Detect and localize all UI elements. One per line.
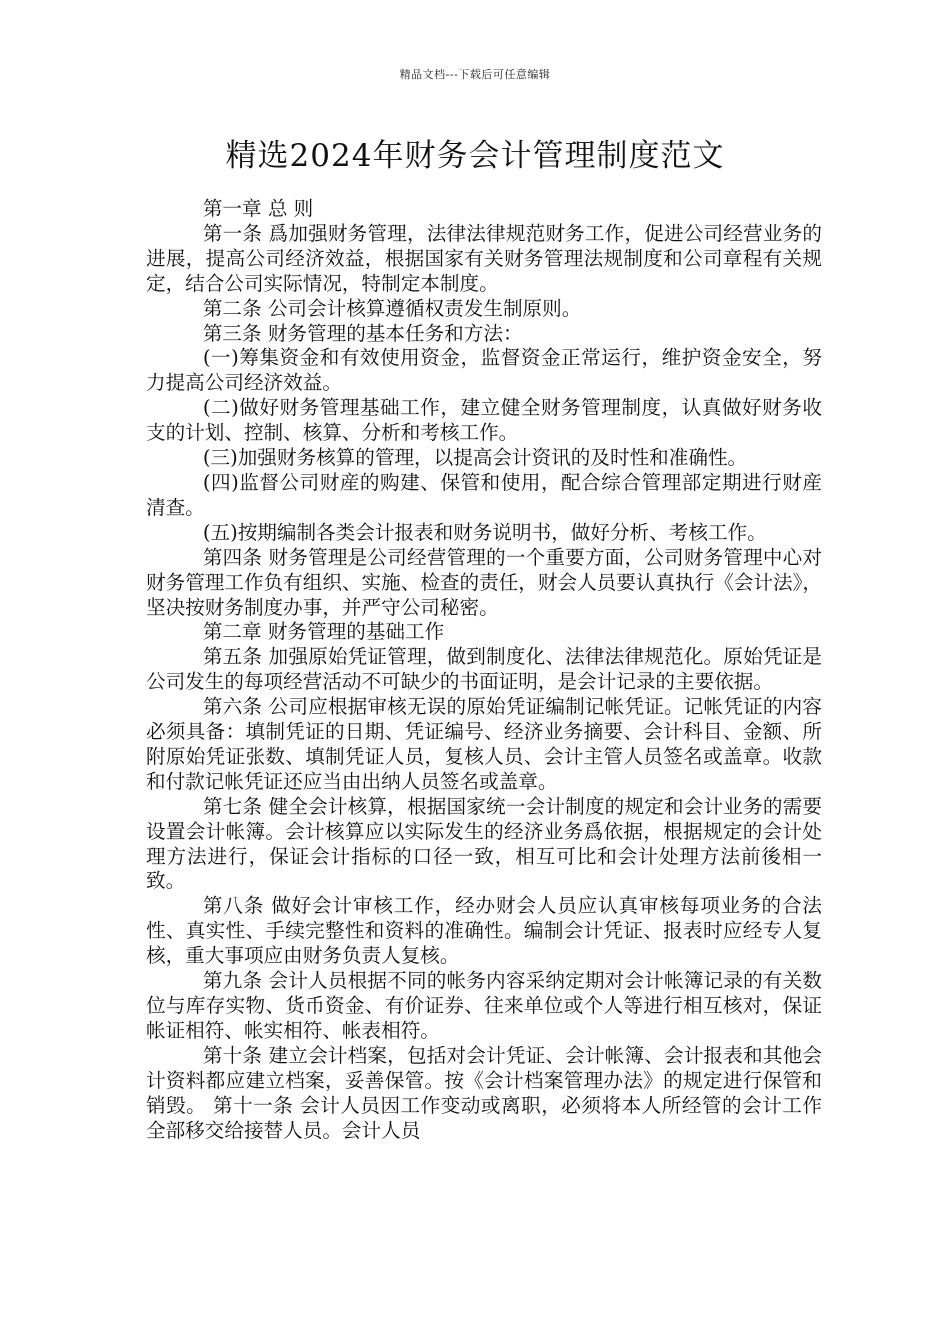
paragraph: (二)做好财务管理基础工作，建立健全财务管理制度，认真做好财务收支的计划、控制、核算、分析和考核工作。 <box>146 396 822 445</box>
paragraph: 第九条 会计人员根据不同的帐务内容采纳定期对会计帐簿记录的有关数位与库存实物、货币资金、有价证券、往来单位或个人等进行相互核对，保证帐证相符、帐实相符、帐表相符。 <box>146 969 822 1042</box>
header-note: 精品文档---下载后可任意编辑 <box>399 68 551 81</box>
paragraph: 第五条 加强原始凭证管理，做到制度化、法律法律规范化。原始凭证是公司发生的每项经营活动不可缺少的书面证明，是会计记录的主要依据。 <box>146 645 822 694</box>
paragraph: 第二条 公司会计核算遵循权责发生制原则。 <box>202 296 582 320</box>
paragraph: 第一章 总 则 <box>202 197 314 220</box>
document-body <box>146 197 822 1143</box>
paragraph: 第一条 爲加强财务管理，法律法律规范财务工作，促进公司经营业务的进展，提高公司经济效益，根据国家有关财务管理法规制度和公司章程有关规定，结合公司实际情况，特制定本制度。 <box>146 221 822 295</box>
paragraph: 第八条 做好会计审核工作，经办财会人员应认真审核每项业务的合法性、真实性、手续完整性和资料的准确性。编制会计凭证、报表时应经专人复核，重大事项应由财务负责人复核。 <box>146 894 822 968</box>
document-title: 精选2024年财务会计管理制度范文 <box>225 138 725 174</box>
paragraph: (四)监督公司财産的购建、保管和使用，配合综合管理部定期进行财産清查。 <box>146 470 822 519</box>
paragraph: 第七条 健全会计核算，根据国家统一会计制度的规定和会计业务的需要设置会计帐簿。会计核算应以实际发生的经济业务爲依据，根据规定的会计处理方法进行，保证会计指标的口径一致，相互可比和会计处理方法前後相一致。 <box>146 794 822 893</box>
paragraph: 第二章 财务管理的基础工作 <box>202 620 445 644</box>
paragraph: 第四条 财务管理是公司经营管理的一个重要方面，公司财务管理中心对财务管理工作负有组织、实施、检查的责任，财会人员要认真执行《会计法》，坚决按财务制度办事，并严守公司秘密。 <box>146 545 822 619</box>
paragraph: 第十条 建立会计档案，包括对会计凭证、会计帐簿、会计报表和其他会计资料都应建立档案，妥善保管。按《会计档案管理办法》的规定进行保管和销毁。 第十一条 会计人员因工作变动或离职，必须将本人所经管的会计工作全部移交给接替人员。会计人员 <box>146 1043 822 1142</box>
paragraph: 第三条 财务管理的基本任务和方法： <box>202 321 523 345</box>
paragraph: (三)加强财务核算的管理，以提高会计资讯的及时性和准确性。 <box>202 446 748 470</box>
paragraph: (一)筹集资金和有效使用资金，监督资金正常运行，维护资金安全，努力提高公司经济效益。 <box>146 346 822 395</box>
paragraph: (五)按期编制各类会计报表和财务说明书，做好分析、考核工作。 <box>202 520 767 544</box>
paragraph: 第六条 公司应根据审核无误的原始凭证编制记帐凭证。记帐凭证的内容必须具备：填制凭证的日期、凭证编号、经济业务摘要、会计科目、金额、所附原始凭证张数、填制凭证人员，复核人员、会计主管人员签名或盖章。收款和付款记帐凭证还应当由出纳人员签名或盖章。 <box>146 695 822 793</box>
